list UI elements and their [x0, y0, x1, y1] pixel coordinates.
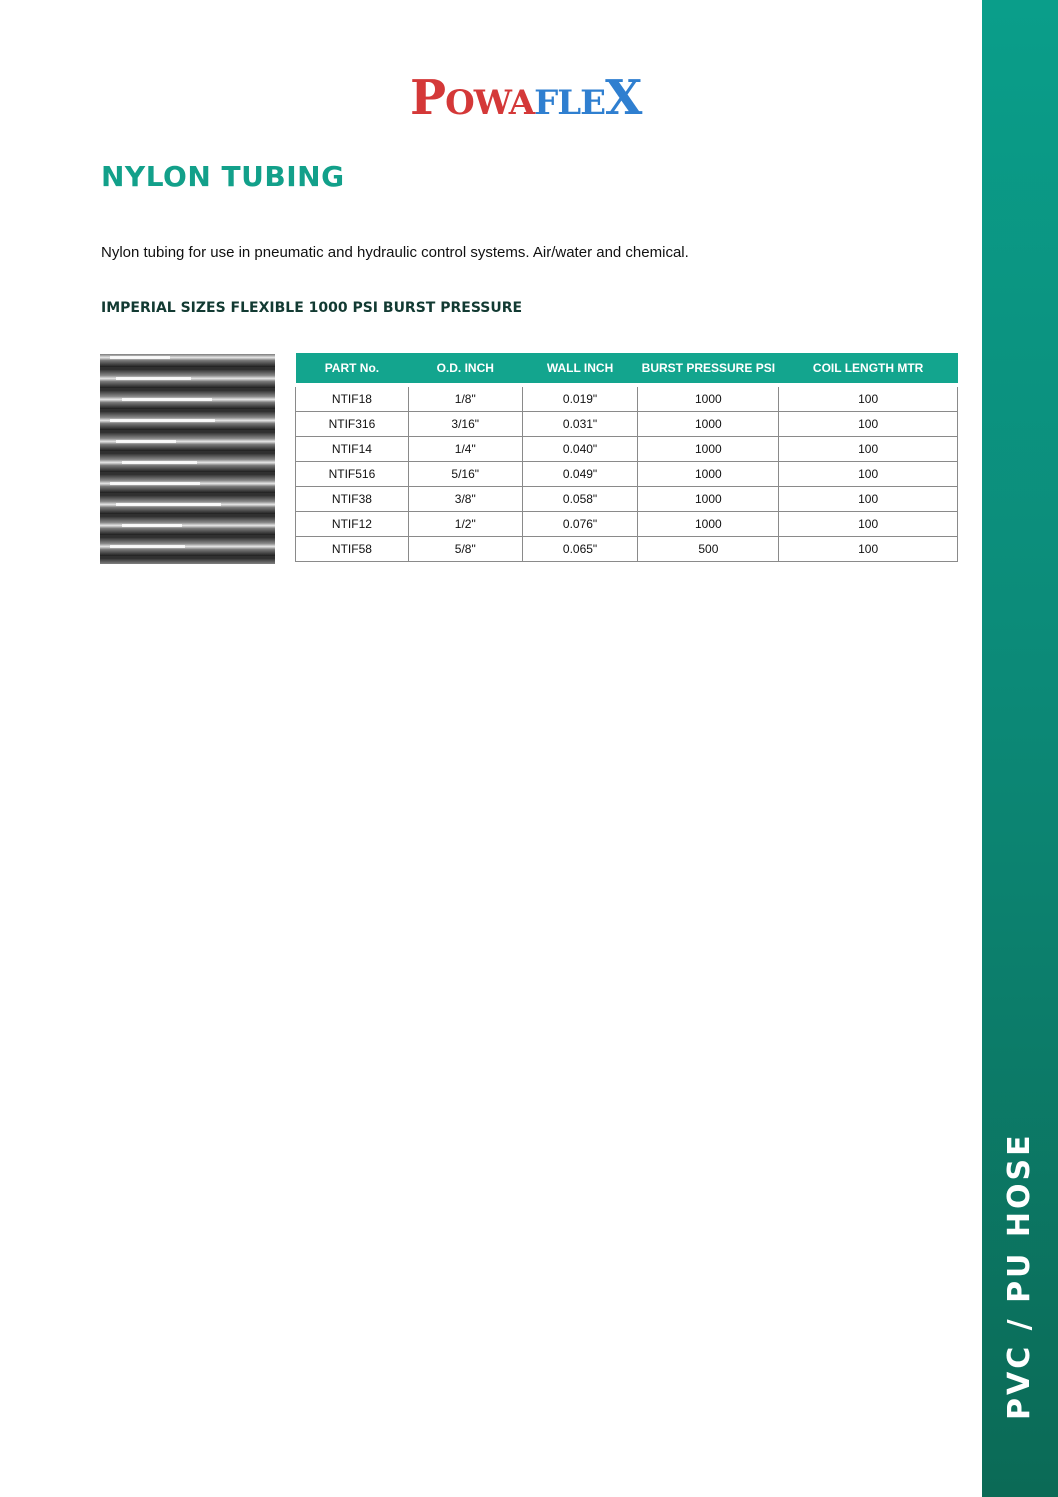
tubing-photo: [100, 354, 275, 564]
cell-burst: 1000: [638, 487, 779, 512]
cell-od: 5/16": [408, 462, 522, 487]
cell-od: 3/16": [408, 412, 522, 437]
header-part-no: PART No.: [296, 353, 409, 385]
table-row: [296, 385, 958, 412]
cell-od: 1/2": [408, 512, 522, 537]
cell-burst: 1000: [638, 512, 779, 537]
cell-burst: 1000: [638, 462, 779, 487]
powaflex-logo: [410, 70, 642, 130]
cell-wall: 0.031": [522, 412, 638, 437]
cell-burst: 500: [638, 537, 779, 562]
page-title: NYLON TUBING: [101, 160, 345, 193]
cell-wall: 0.058": [522, 487, 638, 512]
cell-part-no: NTIF38: [296, 487, 409, 512]
cell-coil: 100: [779, 437, 958, 462]
tube-band: [100, 354, 275, 367]
cell-part-no: NTIF316: [296, 412, 409, 437]
logo-final-letter: X: [605, 70, 643, 126]
table-row: [296, 412, 958, 437]
cell-part-no: NTIF58: [296, 537, 409, 562]
table-row: [296, 437, 958, 462]
cell-od: 3/8": [408, 487, 522, 512]
tube-highlight: [110, 419, 215, 422]
tube-highlight: [116, 377, 191, 380]
tube-highlight: [122, 524, 182, 527]
section-subtitle: IMPERIAL SIZES FLEXIBLE 1000 PSI BURST PRESSURE: [101, 300, 523, 316]
cell-burst: 1000: [638, 437, 779, 462]
cell-part-no: NTIF18: [296, 385, 409, 412]
table-header-row: [296, 353, 958, 385]
cell-wall: 0.049": [522, 462, 638, 487]
cell-coil: 100: [779, 537, 958, 562]
logo-text-blue: FLE: [534, 83, 606, 123]
header-coil-length: COIL LENGTH MTR: [779, 353, 958, 385]
cell-coil: 100: [779, 487, 958, 512]
product-description: Nylon tubing for use in pneumatic and hydraulic control systems. Air/water and chemical.: [101, 244, 689, 261]
cell-burst: 1000: [638, 412, 779, 437]
tube-highlight: [116, 503, 221, 506]
table-row: [296, 537, 958, 562]
tubing-coil-image: [100, 354, 275, 564]
section-tab-label: PVC / PU HOSE: [1002, 1132, 1037, 1420]
cell-part-no: NTIF14: [296, 437, 409, 462]
logo-initial: P: [410, 70, 446, 126]
header-od-inch: O.D. INCH: [408, 353, 522, 385]
specification-table: [295, 353, 958, 562]
cell-coil: 100: [779, 385, 958, 412]
cell-od: 1/8": [408, 385, 522, 412]
table-row: [296, 487, 958, 512]
cell-od: 5/8": [408, 537, 522, 562]
cell-burst: 1000: [638, 385, 779, 412]
logo-text-red: OWA: [445, 83, 535, 123]
cell-od: 1/4": [408, 437, 522, 462]
table-row: [296, 512, 958, 537]
cell-wall: 0.076": [522, 512, 638, 537]
cell-coil: 100: [779, 412, 958, 437]
table-row: [296, 462, 958, 487]
cell-part-no: NTIF12: [296, 512, 409, 537]
cell-wall: 0.040": [522, 437, 638, 462]
cell-wall: 0.065": [522, 537, 638, 562]
tube-highlight: [122, 398, 212, 401]
header-wall-inch: WALL INCH: [522, 353, 638, 385]
tube-band: [100, 558, 275, 564]
tube-highlight: [110, 356, 170, 359]
tube-highlight: [122, 461, 197, 464]
cell-part-no: NTIF516: [296, 462, 409, 487]
tube-highlight: [110, 545, 185, 548]
cell-coil: 100: [779, 512, 958, 537]
cell-coil: 100: [779, 462, 958, 487]
header-burst-pressure: BURST PRESSURE PSI: [638, 353, 779, 385]
tube-highlight: [110, 482, 200, 485]
tube-highlight: [116, 440, 176, 443]
cell-wall: 0.019": [522, 385, 638, 412]
